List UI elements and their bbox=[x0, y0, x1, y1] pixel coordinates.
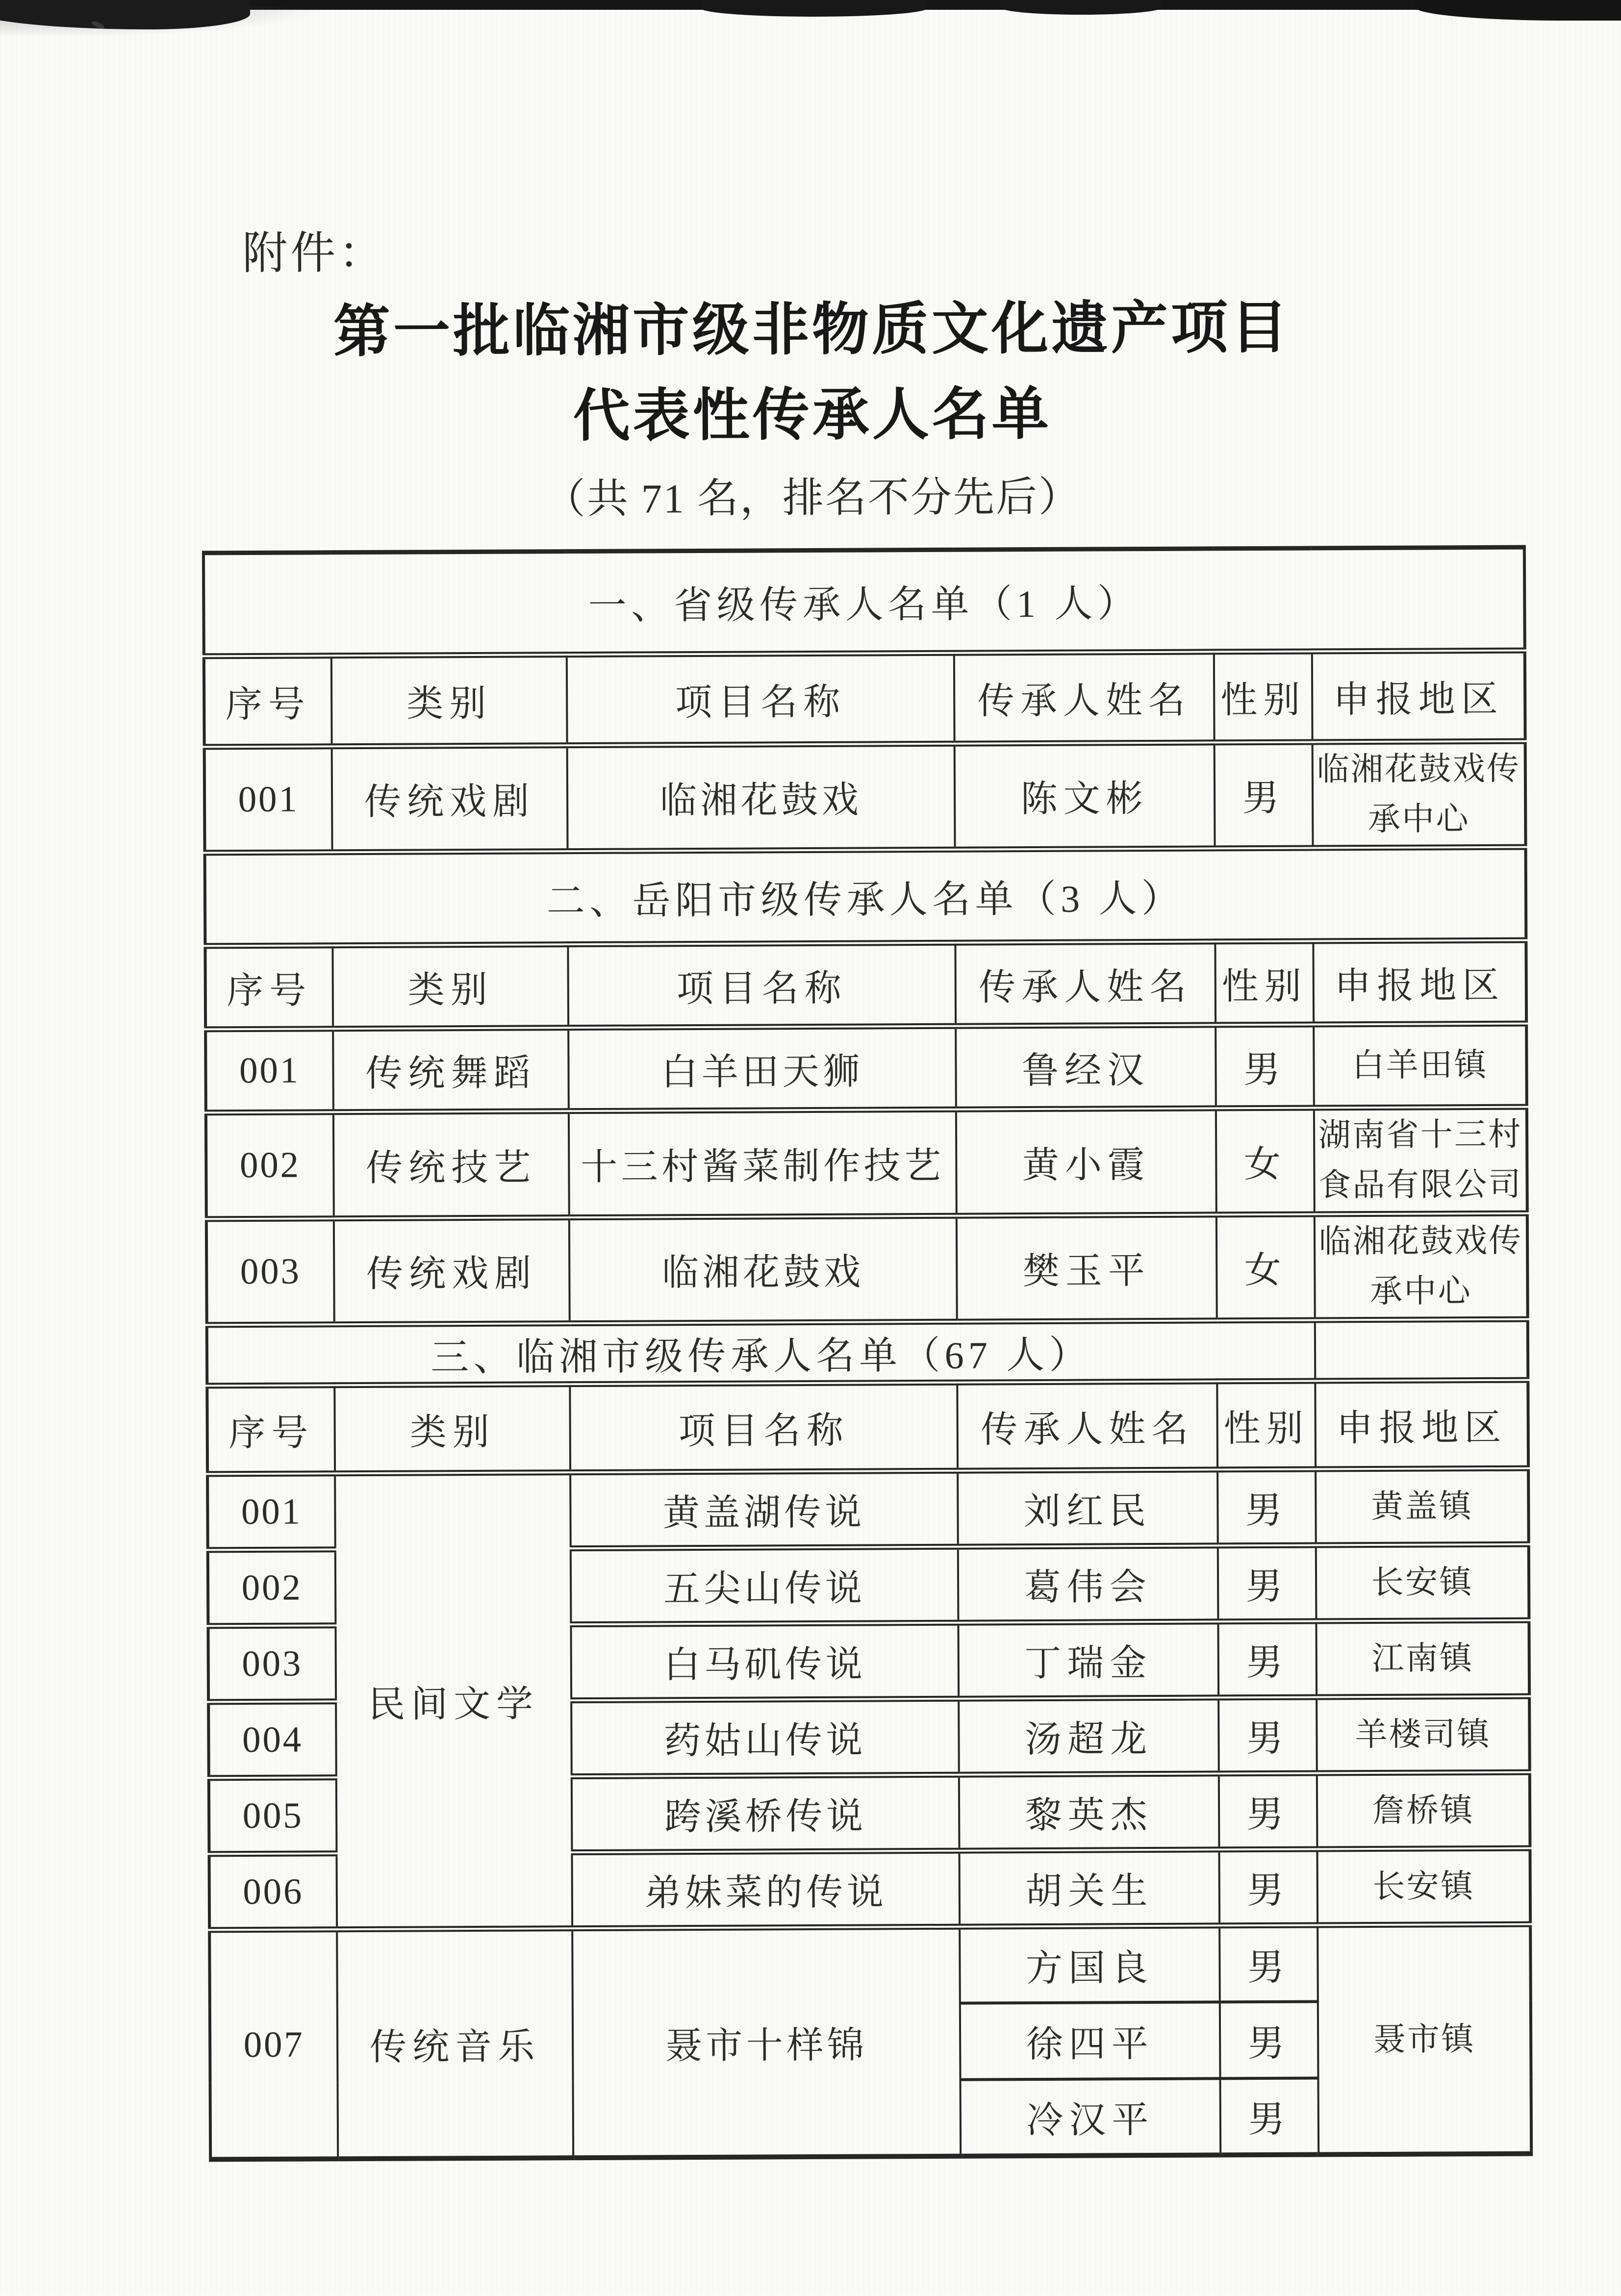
table-row bbox=[206, 1107, 1527, 1219]
cell-gender: 女 bbox=[1216, 1108, 1315, 1214]
column-header-gender: 性别 bbox=[1215, 941, 1314, 1025]
cell-region: 聂市镇 bbox=[1317, 1924, 1531, 2155]
section-1-heading: 一、省级传承人名单（1 人） bbox=[203, 547, 1525, 656]
cell-no: 007 bbox=[209, 1930, 338, 2160]
cell-name: 刘红民 bbox=[958, 1470, 1218, 1547]
cell-project: 药姑山传说 bbox=[571, 1699, 959, 1776]
section-1-header-row bbox=[204, 650, 1525, 747]
cell-project: 白马矶传说 bbox=[571, 1623, 959, 1700]
cell-name: 冷汉平 bbox=[961, 2079, 1221, 2156]
cell-category: 传统音乐 bbox=[337, 1928, 573, 2159]
table-row bbox=[207, 1468, 1529, 1550]
cell-project: 临湘花鼓戏 bbox=[569, 1215, 957, 1323]
column-header-region: 申报地区 bbox=[1313, 940, 1526, 1025]
cell-category-folk-literature: 民间文学 bbox=[335, 1472, 572, 1929]
cell-name: 徐四平 bbox=[960, 2002, 1220, 2080]
scan-bump-1 bbox=[701, 0, 927, 17]
heritage-table bbox=[202, 545, 1533, 2162]
cell-category: 传统技艺 bbox=[333, 1111, 569, 1218]
cell-region: 临湘花鼓戏传承中心 bbox=[1315, 1213, 1528, 1320]
cell-region: 白羊田镇 bbox=[1314, 1024, 1527, 1108]
cell-name: 樊玉平 bbox=[957, 1214, 1217, 1322]
cell-gender: 男 bbox=[1220, 2078, 1319, 2155]
section-3-heading-empty-cell bbox=[1315, 1319, 1528, 1381]
page-title-line2: 代表性传承人名单 bbox=[573, 381, 1052, 448]
cell-no: 001 bbox=[205, 1029, 333, 1112]
cell-name: 葛伟会 bbox=[958, 1546, 1218, 1623]
page-subtitle: （共 71 名，排名不分先后） bbox=[544, 474, 1082, 523]
cell-region: 黄盖镇 bbox=[1316, 1468, 1529, 1545]
cell-name: 陈文彬 bbox=[955, 742, 1215, 850]
scan-bump-2 bbox=[1000, 0, 1162, 15]
cell-no: 001 bbox=[207, 1474, 335, 1550]
section-2-header-row bbox=[205, 940, 1526, 1030]
cell-name: 鲁经汉 bbox=[956, 1025, 1216, 1110]
page-title-line1: 第一批临湘市级非物质文化遗产项目 bbox=[333, 295, 1291, 364]
cell-region: 羊楼司镇 bbox=[1317, 1696, 1530, 1773]
cell-gender: 女 bbox=[1216, 1214, 1315, 1320]
table-row bbox=[206, 1213, 1528, 1325]
table-row bbox=[205, 1024, 1527, 1113]
scan-artifact-top bbox=[0, 0, 1621, 44]
section-3-heading: 三、临湘市级传承人名单（67 人） bbox=[207, 1320, 1316, 1386]
cell-name: 胡关生 bbox=[959, 1850, 1219, 1927]
cell-region: 长安镇 bbox=[1316, 1544, 1529, 1621]
cell-gender: 男 bbox=[1218, 1545, 1317, 1622]
cell-name: 丁瑞金 bbox=[958, 1622, 1218, 1699]
cell-gender: 男 bbox=[1216, 1025, 1314, 1109]
scan-blob-right bbox=[1415, 0, 1621, 21]
cell-project: 临湘花鼓戏 bbox=[567, 743, 955, 851]
cell-project: 跨溪桥传说 bbox=[572, 1775, 960, 1852]
section-3-header-row bbox=[207, 1380, 1528, 1474]
column-header-gender: 性别 bbox=[1217, 1381, 1316, 1470]
page-title bbox=[1, 283, 1621, 461]
cell-no: 003 bbox=[206, 1218, 334, 1325]
cell-no: 001 bbox=[204, 746, 332, 853]
column-header-name: 传承人姓名 bbox=[955, 942, 1216, 1026]
section-2-heading-row bbox=[205, 847, 1526, 946]
cell-project: 十三村酱菜制作技艺 bbox=[569, 1110, 957, 1217]
cell-no: 003 bbox=[208, 1626, 336, 1702]
column-header-gender: 性别 bbox=[1214, 651, 1313, 742]
column-header-project: 项目名称 bbox=[567, 653, 955, 745]
column-header-project: 项目名称 bbox=[570, 1383, 958, 1472]
cell-project: 黄盖湖传说 bbox=[570, 1471, 958, 1548]
cell-gender: 男 bbox=[1219, 1925, 1318, 2002]
cell-project: 白羊田天狮 bbox=[568, 1026, 956, 1111]
cell-no: 005 bbox=[209, 1778, 337, 1854]
column-header-no: 序号 bbox=[204, 656, 332, 747]
cell-region: 江南镇 bbox=[1316, 1620, 1529, 1697]
cell-no: 002 bbox=[206, 1112, 334, 1219]
column-header-no: 序号 bbox=[205, 945, 333, 1029]
column-header-region: 申报地区 bbox=[1312, 650, 1525, 742]
cell-gender: 男 bbox=[1217, 1469, 1316, 1546]
cell-gender: 男 bbox=[1220, 2002, 1318, 2079]
cell-gender: 男 bbox=[1215, 742, 1313, 848]
column-header-category: 类别 bbox=[334, 1384, 570, 1473]
cell-gender: 男 bbox=[1219, 1849, 1317, 1926]
cell-no: 004 bbox=[208, 1702, 336, 1778]
cell-project: 弟妹菜的传说 bbox=[572, 1851, 960, 1928]
column-header-project: 项目名称 bbox=[568, 943, 956, 1028]
cell-no: 006 bbox=[209, 1854, 337, 1930]
cell-category: 传统戏剧 bbox=[334, 1217, 570, 1325]
column-header-category: 类别 bbox=[332, 944, 568, 1029]
cell-name: 黄小霞 bbox=[956, 1109, 1216, 1216]
cell-category: 传统戏剧 bbox=[332, 745, 568, 853]
column-header-name: 传承人姓名 bbox=[957, 1382, 1217, 1471]
table-row bbox=[204, 741, 1526, 853]
column-header-region: 申报地区 bbox=[1315, 1380, 1528, 1469]
table-row-group-007 bbox=[209, 1924, 1531, 2007]
column-header-category: 类别 bbox=[331, 655, 567, 746]
cell-gender: 男 bbox=[1218, 1621, 1317, 1698]
section-3-heading-row bbox=[207, 1319, 1528, 1386]
cell-region: 长安镇 bbox=[1317, 1848, 1530, 1925]
cell-region: 詹桥镇 bbox=[1317, 1772, 1530, 1849]
cell-name: 方国良 bbox=[960, 1926, 1220, 2003]
column-header-no: 序号 bbox=[207, 1386, 335, 1474]
heritage-table-wrapper bbox=[202, 545, 1530, 2162]
cell-no: 002 bbox=[208, 1550, 336, 1626]
column-header-name: 传承人姓名 bbox=[954, 652, 1215, 743]
cell-region: 临湘花鼓戏传承中心 bbox=[1313, 741, 1526, 848]
cell-gender: 男 bbox=[1218, 1697, 1317, 1774]
cell-region: 湖南省十三村食品有限公司 bbox=[1314, 1107, 1527, 1214]
cell-project: 聂市十样锦 bbox=[572, 1927, 961, 2158]
section-2-heading: 二、岳阳市级传承人名单（3 人） bbox=[205, 847, 1526, 946]
attachment-label: 附件： bbox=[242, 227, 387, 279]
cell-category: 传统舞蹈 bbox=[333, 1028, 569, 1112]
cell-project: 五尖山传说 bbox=[571, 1547, 959, 1624]
cell-name: 黎英杰 bbox=[959, 1774, 1219, 1851]
cell-name: 汤超龙 bbox=[959, 1698, 1219, 1775]
cell-gender: 男 bbox=[1219, 1773, 1317, 1850]
section-1-heading-row bbox=[203, 547, 1525, 656]
